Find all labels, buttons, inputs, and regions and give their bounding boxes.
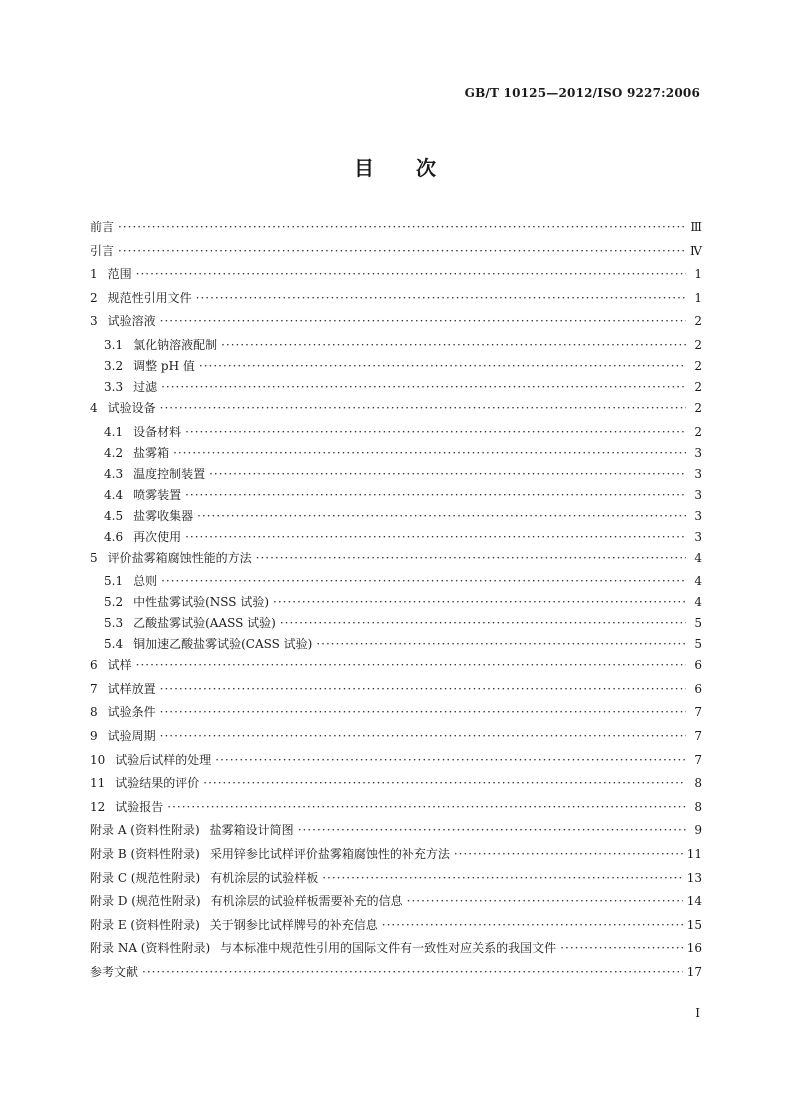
toc-entry[interactable]: [90, 593, 702, 614]
toc-entry-number: 3.1: [104, 337, 124, 352]
toc-entry-page: 8: [694, 799, 702, 814]
toc-entry-title: 引言: [90, 243, 115, 258]
toc-entry-page: 3: [694, 445, 702, 460]
toc-entry-number: 附录 D (规范性附录): [90, 894, 201, 909]
toc-entry-title: 盐雾收集器: [133, 508, 194, 523]
toc-entry-page: 9: [694, 823, 702, 838]
toc-entry-title: 试验条件: [107, 705, 156, 720]
toc-entry-title: 规范性引用文件: [107, 290, 192, 305]
toc-entry-title: 前言: [90, 220, 115, 234]
toc-entry-page: 3: [694, 466, 702, 481]
toc-entry-title: 铜加速乙酸盐雾试验(CASS 试验): [133, 637, 313, 652]
toc-leader-dots: [136, 267, 686, 281]
toc-entry-title: 试验结果的评价: [115, 776, 200, 791]
toc-entry-title: 试验设备: [107, 400, 156, 415]
toc-entry-title: 喷雾装置: [133, 487, 182, 502]
toc-entry-page: 2: [694, 358, 702, 373]
toc-entry[interactable]: [90, 423, 702, 444]
toc-leader-dots: [316, 637, 686, 651]
toc-entry-number: 4.1: [104, 424, 124, 439]
toc-entry-page: 7: [694, 705, 702, 720]
toc-entry-page: 15: [686, 917, 702, 932]
toc-entry[interactable]: [90, 845, 702, 869]
toc-leader-dots: [197, 509, 686, 523]
toc-entry-number: 11: [90, 776, 106, 791]
toc-entry-page: 8: [694, 776, 702, 791]
toc-entry-title: 范围: [107, 267, 132, 282]
toc-leader-dots: [118, 220, 686, 234]
page-number: I: [695, 1006, 700, 1020]
toc-entry-number: 9: [90, 728, 98, 743]
toc-leader-dots: [280, 616, 686, 630]
toc-entry-number: 4.5: [104, 508, 124, 523]
toc-entry-number: 5.4: [104, 637, 124, 652]
toc-entry-title: 盐雾箱: [133, 445, 170, 460]
toc-entry-page: 13: [686, 870, 702, 885]
toc-entry[interactable]: [90, 378, 702, 399]
toc-entry-page: 16: [686, 941, 702, 956]
toc-leader-dots: [160, 314, 686, 328]
toc-leader-dots: [118, 244, 686, 258]
toc-entry-title: 设备材料: [133, 424, 182, 439]
toc-entry-number: 附录 NA (资料性附录): [90, 941, 211, 956]
toc-leader-dots: [161, 574, 686, 588]
toc-entry[interactable]: [90, 507, 702, 528]
standard-code: GB/T 10125—2012/ISO 9227:2006: [464, 86, 700, 100]
toc-entry-page: 11: [686, 846, 702, 861]
toc-entry-title: 与本标准中规范性引用的国际文件有一致性对应关系的我国文件: [220, 941, 557, 956]
toc-entry-page: 14: [686, 894, 702, 909]
toc-entry-page: 1: [694, 267, 702, 282]
toc-leader-dots: [160, 401, 686, 415]
toc-leader-dots: [196, 291, 686, 305]
toc-leader-dots: [160, 729, 686, 743]
toc-leader-dots: [203, 776, 686, 790]
toc-leader-dots: [167, 800, 686, 814]
toc-entry[interactable]: [90, 218, 702, 242]
toc-entry-page: 7: [694, 752, 702, 767]
toc-entry-page: 2: [694, 424, 702, 439]
toc-leader-dots: [160, 682, 686, 696]
toc-leader-dots: [322, 871, 683, 885]
toc-entry[interactable]: [90, 357, 702, 378]
toc-entry-number: 3.2: [104, 358, 124, 373]
toc-entry[interactable]: [90, 312, 702, 336]
toc-entry[interactable]: [90, 289, 702, 313]
toc-entry-page: Ⅳ: [690, 243, 702, 258]
toc-entry-title: 试样: [107, 658, 132, 673]
toc-entry-title: 试验报告: [115, 799, 164, 814]
toc-entry-number: 附录 B (资料性附录): [90, 846, 200, 861]
toc-entry-page: 5: [694, 637, 702, 652]
toc-entry[interactable]: [90, 265, 702, 289]
toc-entry-number: 5.3: [104, 616, 124, 631]
toc-leader-dots: [560, 941, 683, 955]
toc-entry[interactable]: [90, 869, 702, 893]
toc-entry-number: 3: [90, 314, 98, 329]
toc-entry[interactable]: [90, 751, 702, 775]
toc-entry[interactable]: [90, 242, 702, 266]
toc-entry-number: 附录 E (资料性附录): [90, 917, 200, 932]
toc-entry-title: 温度控制装置: [133, 466, 206, 481]
toc-entry-page: 1: [694, 290, 702, 305]
toc-leader-dots: [142, 965, 683, 979]
toc-entry[interactable]: [90, 399, 702, 423]
toc-entry[interactable]: [90, 892, 702, 916]
toc-entry-page: 2: [694, 314, 702, 329]
toc-entry-title: 再次使用: [133, 529, 182, 544]
toc-entry-page: 6: [694, 681, 702, 696]
toc-entry[interactable]: [90, 549, 702, 573]
toc-leader-dots: [185, 530, 686, 544]
toc-entry[interactable]: [90, 939, 702, 963]
toc-entry-number: 5: [90, 550, 98, 565]
toc-leader-dots: [161, 380, 686, 394]
toc-leader-dots: [160, 705, 686, 719]
toc-leader-dots: [136, 658, 686, 672]
page-title: [0, 152, 792, 181]
toc-entry-number: 6: [90, 658, 98, 673]
table-of-contents: [90, 218, 702, 986]
toc-entry-number: 4: [90, 400, 98, 415]
toc-entry-number: 附录 C (规范性附录): [90, 870, 201, 885]
toc-entry-page: 4: [694, 550, 702, 565]
toc-entry-title: 总则: [133, 574, 158, 589]
toc-entry[interactable]: [90, 821, 702, 845]
toc-entry-title: 过滤: [133, 379, 158, 394]
title-left: 目: [354, 156, 376, 180]
toc-entry[interactable]: [90, 656, 702, 680]
toc-entry[interactable]: [90, 727, 702, 751]
toc-leader-dots: [407, 894, 683, 908]
toc-leader-dots: [185, 425, 686, 439]
toc-entry-number: 4.2: [104, 445, 124, 460]
toc-entry-title: 试验后试样的处理: [115, 752, 212, 767]
toc-leader-dots: [454, 847, 683, 861]
toc-entry-page: 2: [694, 337, 702, 352]
toc-entry[interactable]: [90, 528, 702, 549]
toc-entry-page: 7: [694, 728, 702, 743]
toc-entry-page: 6: [694, 658, 702, 673]
toc-entry-page: 17: [686, 964, 702, 979]
toc-entry[interactable]: [90, 635, 702, 656]
toc-leader-dots: [173, 446, 686, 460]
toc-entry[interactable]: [90, 486, 702, 507]
toc-entry-title: 乙酸盐雾试验(AASS 试验): [133, 616, 276, 631]
toc-entry-title: 关于钢参比试样牌号的补充信息: [209, 917, 378, 932]
toc-entry-page: 2: [694, 400, 702, 415]
toc-entry-number: 7: [90, 681, 98, 696]
toc-entry[interactable]: [90, 465, 702, 486]
toc-entry-title: 氯化钠溶液配制: [133, 337, 218, 352]
toc-entry-title: 评价盐雾箱腐蚀性能的方法: [107, 550, 252, 565]
toc-entry-number: 4.3: [104, 466, 124, 481]
toc-leader-dots: [273, 595, 686, 609]
toc-entry-number: 4.6: [104, 529, 124, 544]
toc-entry-title: 调整 pH 值: [133, 358, 195, 373]
toc-entry-page: 4: [694, 574, 702, 589]
toc-entry-title: 试样放置: [107, 681, 156, 696]
toc-entry-number: 2: [90, 290, 98, 305]
toc-entry-title: 有机涂层的试验样板需要补充的信息: [210, 894, 403, 909]
toc-entry[interactable]: [90, 798, 702, 822]
toc-entry-number: 5.2: [104, 595, 124, 610]
toc-entry-number: 10: [90, 752, 106, 767]
toc-leader-dots: [209, 467, 686, 481]
toc-entry-title: 试验周期: [107, 728, 156, 743]
toc-leader-dots: [382, 918, 683, 932]
toc-entry-title: 中性盐雾试验(NSS 试验): [133, 595, 270, 610]
toc-entry-page: 3: [694, 508, 702, 523]
toc-entry-title: 盐雾箱设计简图: [209, 823, 294, 838]
toc-entry-page: 3: [694, 487, 702, 502]
toc-entry[interactable]: [90, 444, 702, 465]
toc-entry-page: 5: [694, 616, 702, 631]
toc-leader-dots: [221, 338, 686, 352]
toc-entry-number: 4.4: [104, 487, 124, 502]
toc-entry[interactable]: [90, 963, 702, 987]
toc-entry[interactable]: [90, 916, 702, 940]
toc-entry[interactable]: [90, 774, 702, 798]
toc-entry-title: 试验溶液: [107, 314, 156, 329]
toc-entry[interactable]: [90, 703, 702, 727]
toc-entry-page: 2: [694, 379, 702, 394]
toc-entry-title: 参考文献: [90, 964, 139, 979]
toc-entry[interactable]: [90, 572, 702, 593]
toc-entry-number: 附录 A (资料性附录): [90, 823, 200, 838]
toc-leader-dots: [215, 753, 686, 767]
toc-entry-number: 5.1: [104, 574, 124, 589]
toc-entry-title: 有机涂层的试验样板: [210, 870, 319, 885]
toc-entry-page: 4: [694, 595, 702, 610]
toc-entry-number: 3.3: [104, 379, 124, 394]
toc-entry-title: 采用锌参比试样评价盐雾箱腐蚀性的补充方法: [209, 846, 450, 861]
toc-entry-number: 8: [90, 705, 98, 720]
toc-entry-number: 12: [90, 799, 106, 814]
toc-entry[interactable]: [90, 336, 702, 357]
toc-entry[interactable]: [90, 614, 702, 635]
title-right: 次: [416, 156, 438, 180]
toc-leader-dots: [185, 488, 686, 502]
toc-entry-page: 3: [694, 529, 702, 544]
toc-entry[interactable]: [90, 680, 702, 704]
toc-leader-dots: [199, 359, 686, 373]
toc-entry-page: Ⅲ: [690, 220, 702, 234]
toc-leader-dots: [298, 823, 686, 837]
toc-leader-dots: [256, 551, 686, 565]
toc-entry-number: 1: [90, 267, 98, 282]
